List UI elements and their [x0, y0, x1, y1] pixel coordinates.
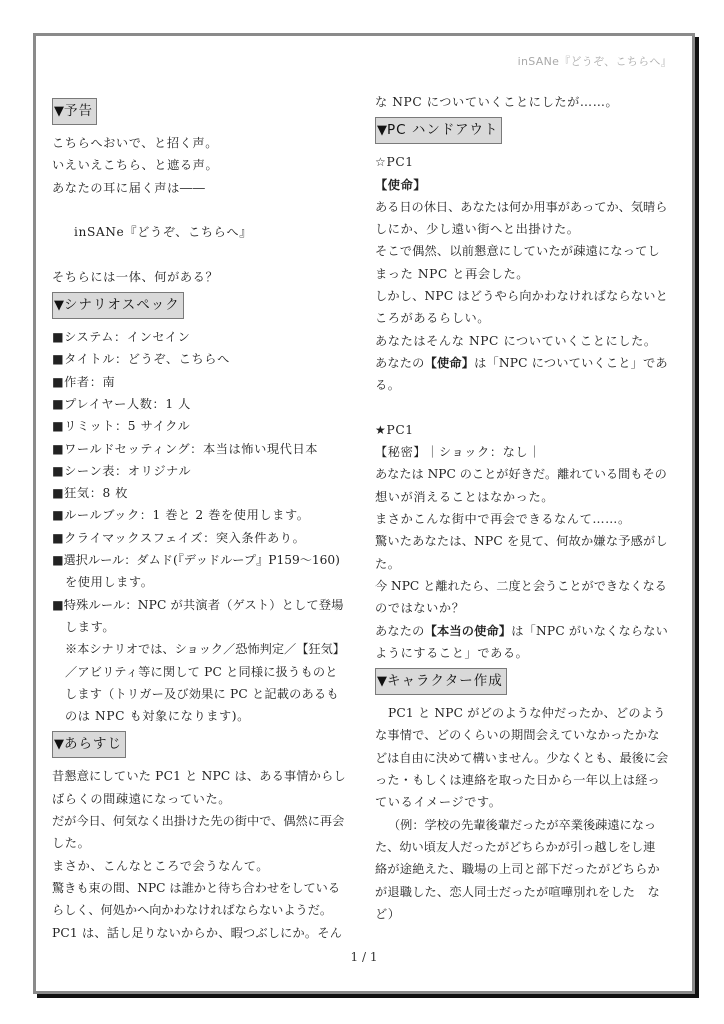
synopsis-continued: な NPC についていくことにしたが……。 — [375, 95, 619, 109]
secret-line: あなたは NPC のことが好きだ。離れている間もその — [375, 467, 667, 482]
preview-line: あなたの耳に届く声は―― — [52, 180, 206, 195]
spec-item: ■ルールブック：1 巻と 2 巻を使用します。 — [52, 508, 310, 523]
mission-label: 【使命】 — [375, 177, 427, 192]
pc1-secret-label: ★PC1 — [375, 422, 414, 437]
handout-line: しかし、NPC はどうやら向かわなければならないと — [375, 289, 669, 304]
creation-line: った・もしくは連絡を取った日から一年以上は経っ — [375, 773, 660, 788]
true-mission-statement: あなたの【本当の使命】は「NPC がいなくならない — [375, 623, 669, 638]
creation-line: どは自由に決めて構いません。少なくとも、最後に会 — [375, 750, 669, 765]
spec-item: ■タイトル：どうぞ、こちらへ — [52, 352, 230, 367]
example-line: ど） — [375, 906, 401, 921]
creation-line: ているイメージです。 — [375, 795, 502, 810]
spec-item-continued: を使用します。 — [65, 575, 154, 590]
mission-statement-end: る。 — [375, 378, 401, 393]
page-number: 1 / 1 — [350, 950, 378, 964]
preview-title: inSANe『どうぞ、こちらへ』 — [74, 225, 253, 240]
document-page — [33, 33, 695, 994]
handout-line: しにか、少し遠い街へと出掛けた。 — [375, 222, 580, 237]
creation-line: な事情で、どのくらいの期間会えていなかったかな — [375, 728, 660, 743]
triangle-down-icon: ▼ — [377, 674, 387, 690]
section-heading-spec: ▼シナリオスペック — [52, 292, 184, 319]
spec-item: ■選択ルール：ダムド(『デッドループ』P159～160) — [52, 553, 340, 568]
section-heading-preview: ▼予告 — [52, 98, 97, 125]
synopsis-line: PC1 は、話し足りないからか、暇つぶしにか。そん — [52, 925, 343, 940]
section-heading-character-creation: ▼キャラクター作成 — [375, 668, 507, 695]
example-line: （例：学校の先輩後輩だったが卒業後疎遠になっ — [388, 817, 657, 832]
handout-line: あなたはそんな NPC についていくことにした。 — [375, 333, 657, 348]
true-mission-statement-end: ようにすること」である。 — [375, 645, 529, 660]
section-heading-handout: ▼PC ハンドアウト — [375, 117, 502, 144]
handout-line: ころがあるらしい。 — [375, 311, 491, 326]
spec-item: ■シーン表：オリジナル — [52, 463, 192, 478]
spec-item: ■作者：南 — [52, 374, 116, 389]
pc1-public-label: ☆PC1 — [375, 155, 414, 170]
secret-line: のではないか？ — [375, 601, 465, 616]
secret-label: 【秘密】｜ショック：なし｜ — [375, 445, 541, 460]
synopsis-line: 驚きも束の間、NPC は誰かと待ち合わせをしている — [52, 880, 341, 895]
spec-item: ■特殊ルール：NPC が共演者（ゲスト）として登場 — [52, 597, 344, 612]
triangle-down-icon: ▼ — [54, 298, 64, 314]
running-header: inSANe『どうぞ、こちらへ』 — [517, 55, 672, 68]
synopsis-line: 昔懇意にしていた PC1 と NPC は、ある事情からし — [52, 769, 346, 784]
triangle-down-icon: ▼ — [377, 123, 387, 139]
section-heading-synopsis: ▼あらすじ — [52, 731, 126, 758]
synopsis-line: らしく、何処かへ向かわなければならないようだ。 — [52, 903, 333, 918]
secret-line: まさかこんな街中で再会できるなんて……。 — [375, 512, 631, 527]
spec-item: ■狂気：8 枚 — [52, 486, 129, 501]
spec-item: ■システム：インセイン — [52, 330, 191, 345]
spec-note: のは NPC も対象になります)。 — [65, 709, 250, 724]
right-column — [375, 91, 675, 925]
handout-line: そこで偶然、以前懇意にしていたが疎遠になってし — [375, 244, 660, 259]
preview-line: こちらへおいで、と招く声。 — [52, 136, 218, 150]
spec-note: します（トリガー及び効果に PC と記載のあるも — [65, 686, 339, 701]
left-column — [52, 94, 354, 944]
spec-item: ■クライマックスフェイズ：突入条件あり。 — [52, 530, 306, 545]
synopsis-line: まさか、こんなところで会うなんて。 — [52, 858, 270, 873]
spec-item: ■プレイヤー人数：1 人 — [52, 396, 191, 411]
secret-line: 驚いたあなたは、NPC を見て、何故か嫌な予感がし — [375, 534, 668, 549]
secret-line: 想いが消えることはなかった。 — [375, 489, 555, 504]
example-line: 絡が途絶えた、職場の上司と部下だったがどちらか — [375, 862, 660, 877]
triangle-down-icon: ▼ — [54, 737, 64, 753]
secret-line: た。 — [375, 556, 401, 571]
synopsis-line: だが今日、何気なく出掛けた先の街中で、偶然に再会 — [52, 814, 345, 829]
spec-note: ※本シナリオでは、ショック／恐怖判定／【狂気】 — [65, 642, 345, 657]
preview-line: いえいえこちら、と遮る声。 — [52, 158, 219, 173]
example-line: た、幼い頃友人だったがどちらかが引っ越しをし連 — [375, 839, 656, 854]
handout-line: まった NPC と再会した。 — [375, 266, 530, 281]
example-line: が退職した、恋人同士だったが喧嘩別れをした な — [375, 884, 660, 899]
secret-line: 今 NPC と離れたら、二度と会うことができなくなる — [375, 578, 667, 593]
synopsis-line: した。 — [52, 836, 91, 851]
spec-item: ■リミット：5 サイクル — [52, 419, 191, 434]
spec-item: ■ワールドセッティング：本当は怖い現代日本 — [52, 441, 319, 456]
preview-closing: そちらには一体、何がある？ — [52, 269, 219, 284]
mission-statement: あなたの【使命】は「NPC についていくこと」であ — [375, 355, 668, 370]
handout-line: ある日の休日、あなたは何か用事があってか、気晴ら — [375, 199, 668, 214]
spec-item-continued: します。 — [65, 619, 116, 634]
spec-note: ／アビリティ等に関して PC と同様に扱うものと — [65, 664, 338, 679]
triangle-down-icon: ▼ — [54, 104, 64, 119]
synopsis-line: ばらくの間疎遠になっていた。 — [52, 791, 232, 806]
creation-line: PC1 と NPC がどのような仲だったか、どのよう — [388, 706, 666, 721]
